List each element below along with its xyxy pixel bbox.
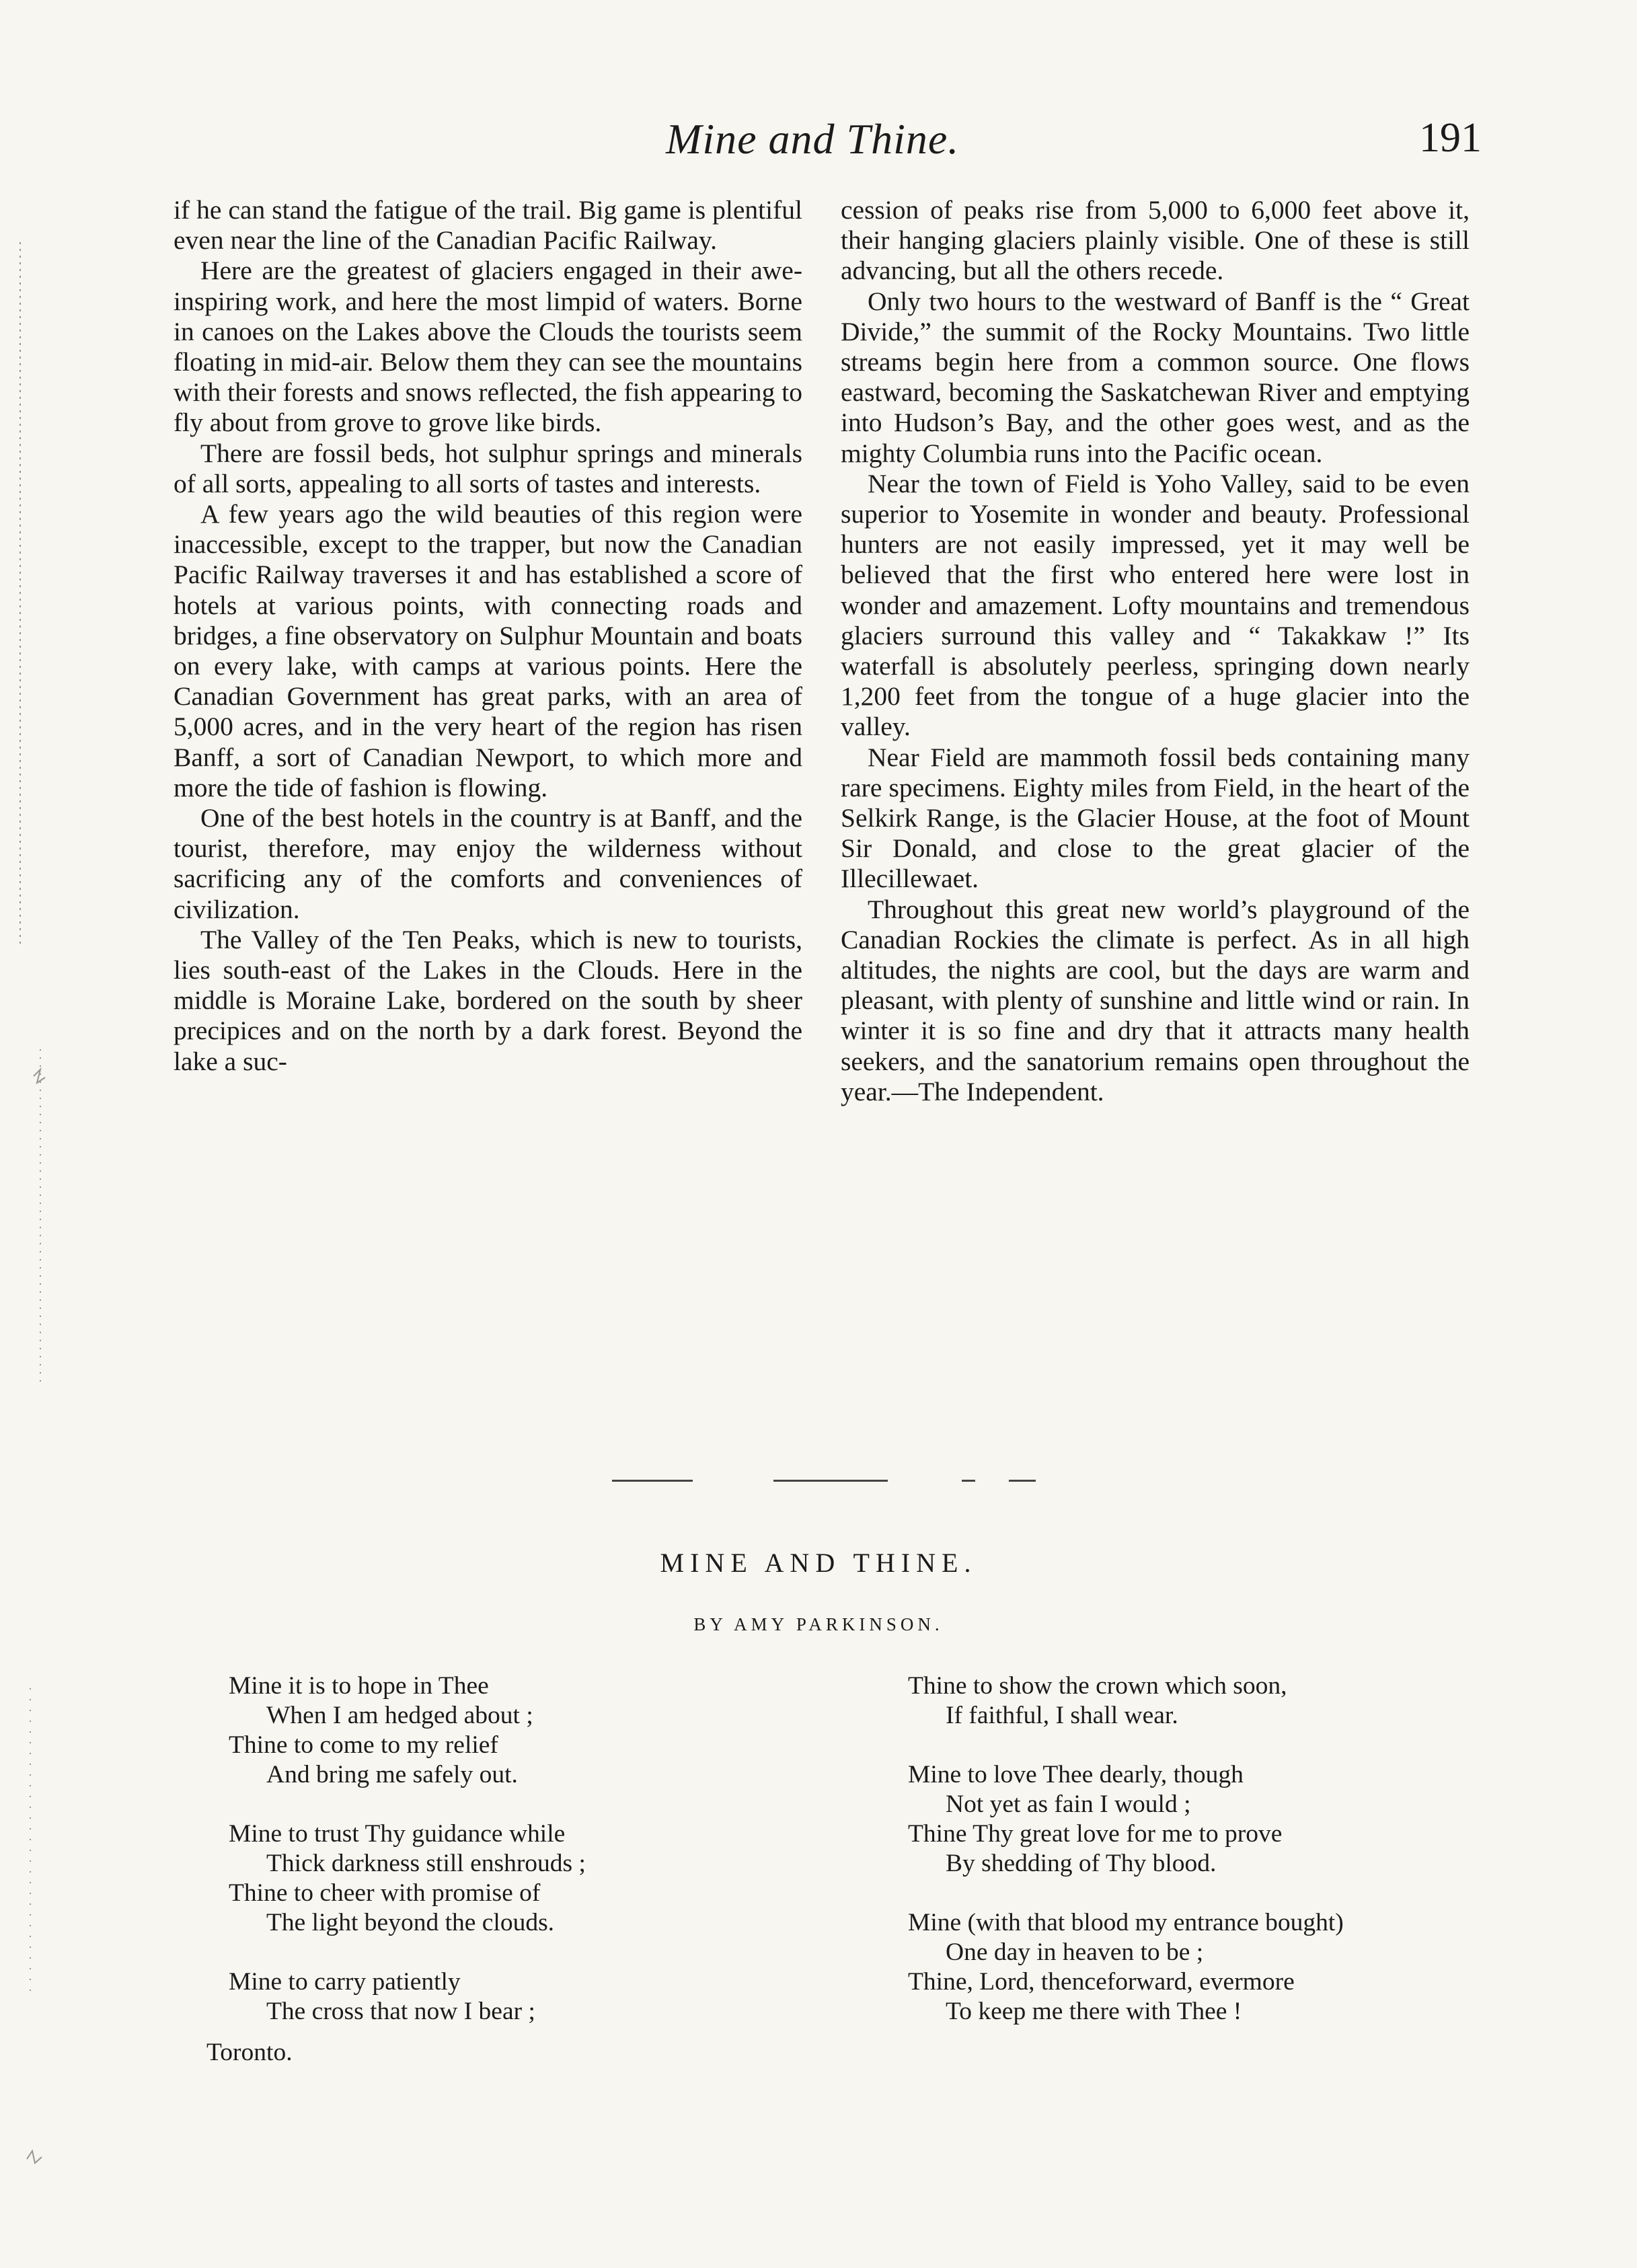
poem-line: And bring me safely out. (266, 1761, 518, 1788)
poem-stanza (908, 1760, 1513, 1879)
running-title: Mine and Thine. (666, 115, 960, 163)
paragraph: Throughout this great new world’s playground of the Canadian Rockies the climate is perfect. As in all high altitudes, the nights are cool, but the days are warm and pleasant, with plenty of sunshine and little wind or rain. In winter it is so fine and dry that it attracts many health seekers, and the sanatorium remains open throughout the year.—The Independent. (841, 894, 1470, 1106)
poem-line: To keep me there with Thee ! (946, 1998, 1242, 2025)
section-divider (962, 1480, 975, 1482)
poem-line: Mine to carry patiently (229, 1968, 461, 1996)
poem-line: Mine (with that blood my entrance bought) (908, 1909, 1344, 1936)
poem-stanza (229, 1671, 800, 1790)
paragraph: if he can stand the fatigue of the trail. Big game is plentiful even near the line of the Canadian Pacific Railway. (174, 195, 802, 256)
poem-right-column (908, 1671, 1513, 2056)
poem-line: Thine, Lord, thenceforward, evermore (908, 1968, 1295, 1996)
poem-line: Thick darkness still enshrouds ; (266, 1850, 586, 1877)
poem-line: When I am hedged about ; (266, 1702, 533, 1729)
paragraph: cession of peaks rise from 5,000 to 6,000 feet above it, their hanging glaciers plainly visible. One of these is still advancing, but all the others recede. (841, 195, 1470, 286)
paragraph: Near Field are mammoth fossil beds containing many rare specimens. Eighty miles from Field, in the heart of the Selkirk Range, is the Glacier House, at the foot of Mount Sir Donald, and close to the great glacier of the Illecillewaet. (841, 742, 1470, 894)
paragraph: Only two hours to the westward of Banff is the “ Great Divide,” the summit of the Rocky Mountains. Two little streams begin here from a common source. One flows eastward, becoming the Saskatchewan River and emptying into Hudson’s Bay, and the other goes west, and as the mighty Columbia runs into the Pacific ocean. (841, 286, 1470, 468)
poem-line: One day in heaven to be ; (946, 1938, 1204, 1966)
poem-title: MINE AND THINE. (660, 1548, 977, 1578)
paragraph: There are fossil beds, hot sulphur springs and minerals of all sorts, appealing to all sorts of tastes and interests. (174, 438, 802, 498)
poem-line: Mine to love Thee dearly, though (908, 1761, 1244, 1788)
poem-stanza (908, 1671, 1513, 1731)
poem-line: Thine to cheer with promise of (229, 1879, 541, 1907)
poem-stanza (229, 1967, 800, 2027)
poem-line: Mine it is to hope in Thee (229, 1672, 489, 1700)
poem-line: The cross that now I bear ; (266, 1998, 535, 2025)
poem-line: If faithful, I shall wear. (946, 1702, 1178, 1729)
poem-line: The light beyond the clouds. (266, 1909, 555, 1936)
poem-line: Mine to trust Thy guidance while (229, 1820, 566, 1848)
paragraph: Here are the greatest of glaciers engaged in their awe-inspiring work, and here the most limpid of waters. Borne in canoes on the Lakes above the Clouds the tourists seem floating in mid-air. Below them they can see the mountains with their forests and snows reflected, the fish appearing to fly about from grove to grove like birds. (174, 256, 802, 438)
margin-scan-marks (7, 40, 54, 2260)
poem-place: Toronto. (206, 2039, 293, 2066)
poem-byline: BY AMY PARKINSON. (693, 1614, 944, 1634)
poem-line: Not yet as fain I would ; (946, 1790, 1191, 1818)
section-divider (1009, 1480, 1036, 1482)
article-left-column (174, 195, 802, 1077)
poem-stanza (908, 1908, 1513, 2027)
poem-line: Thine to show the crown which soon, (908, 1672, 1287, 1700)
poem-line: Thine to come to my relief (229, 1731, 498, 1759)
page-number: 191 (1419, 115, 1482, 161)
section-divider (773, 1480, 888, 1482)
poem-line: Thine Thy great love for me to prove (908, 1820, 1283, 1848)
article-right-column (841, 195, 1470, 1107)
paragraph: A few years ago the wild beauties of this region were inaccessible, except to the trapper, but now the Canadian Pacific Railway traverses it and has established a score of hotels at various points, with connecting roads and bridges, a fine observatory on Sulphur Mountain and boats on every lake, with camps at various points. Here the Canadian Government has great parks, with an area of 5,000 acres, and in the very heart of the region has risen Banff, a sort of Canadian Newport, to which more and more the tide of fashion is flowing. (174, 499, 802, 802)
paragraph: Near the town of Field is Yoho Valley, said to be even superior to Yosemite in wonder and beauty. Professional hunters are not easily impressed, yet it may well be believed that the first who entered here were lost in wonder and amazement. Lofty mountains and tremendous glaciers surround this valley and “ Takakkaw !” Its waterfall is absolutely peerless, springing down nearly 1,200 feet from the tongue of a huge glacier into the valley. (841, 468, 1470, 742)
poem-left-column (229, 1671, 800, 2056)
poem-line: By shedding of Thy blood. (946, 1850, 1217, 1877)
paragraph: The Valley of the Ten Peaks, which is new to tourists, lies south-east of the Lakes in the Clouds. Here in the middle is Moraine Lake, bordered on the south by sheer precipices and on the north by a dark forest. Beyond the lake a suc- (174, 924, 802, 1076)
section-divider (612, 1480, 693, 1482)
poem-stanza (229, 1819, 800, 1938)
paragraph: One of the best hotels in the country is at Banff, and the tourist, therefore, may enjoy the wilderness without sacrificing any of the comforts and conveniences of civilization. (174, 803, 802, 924)
